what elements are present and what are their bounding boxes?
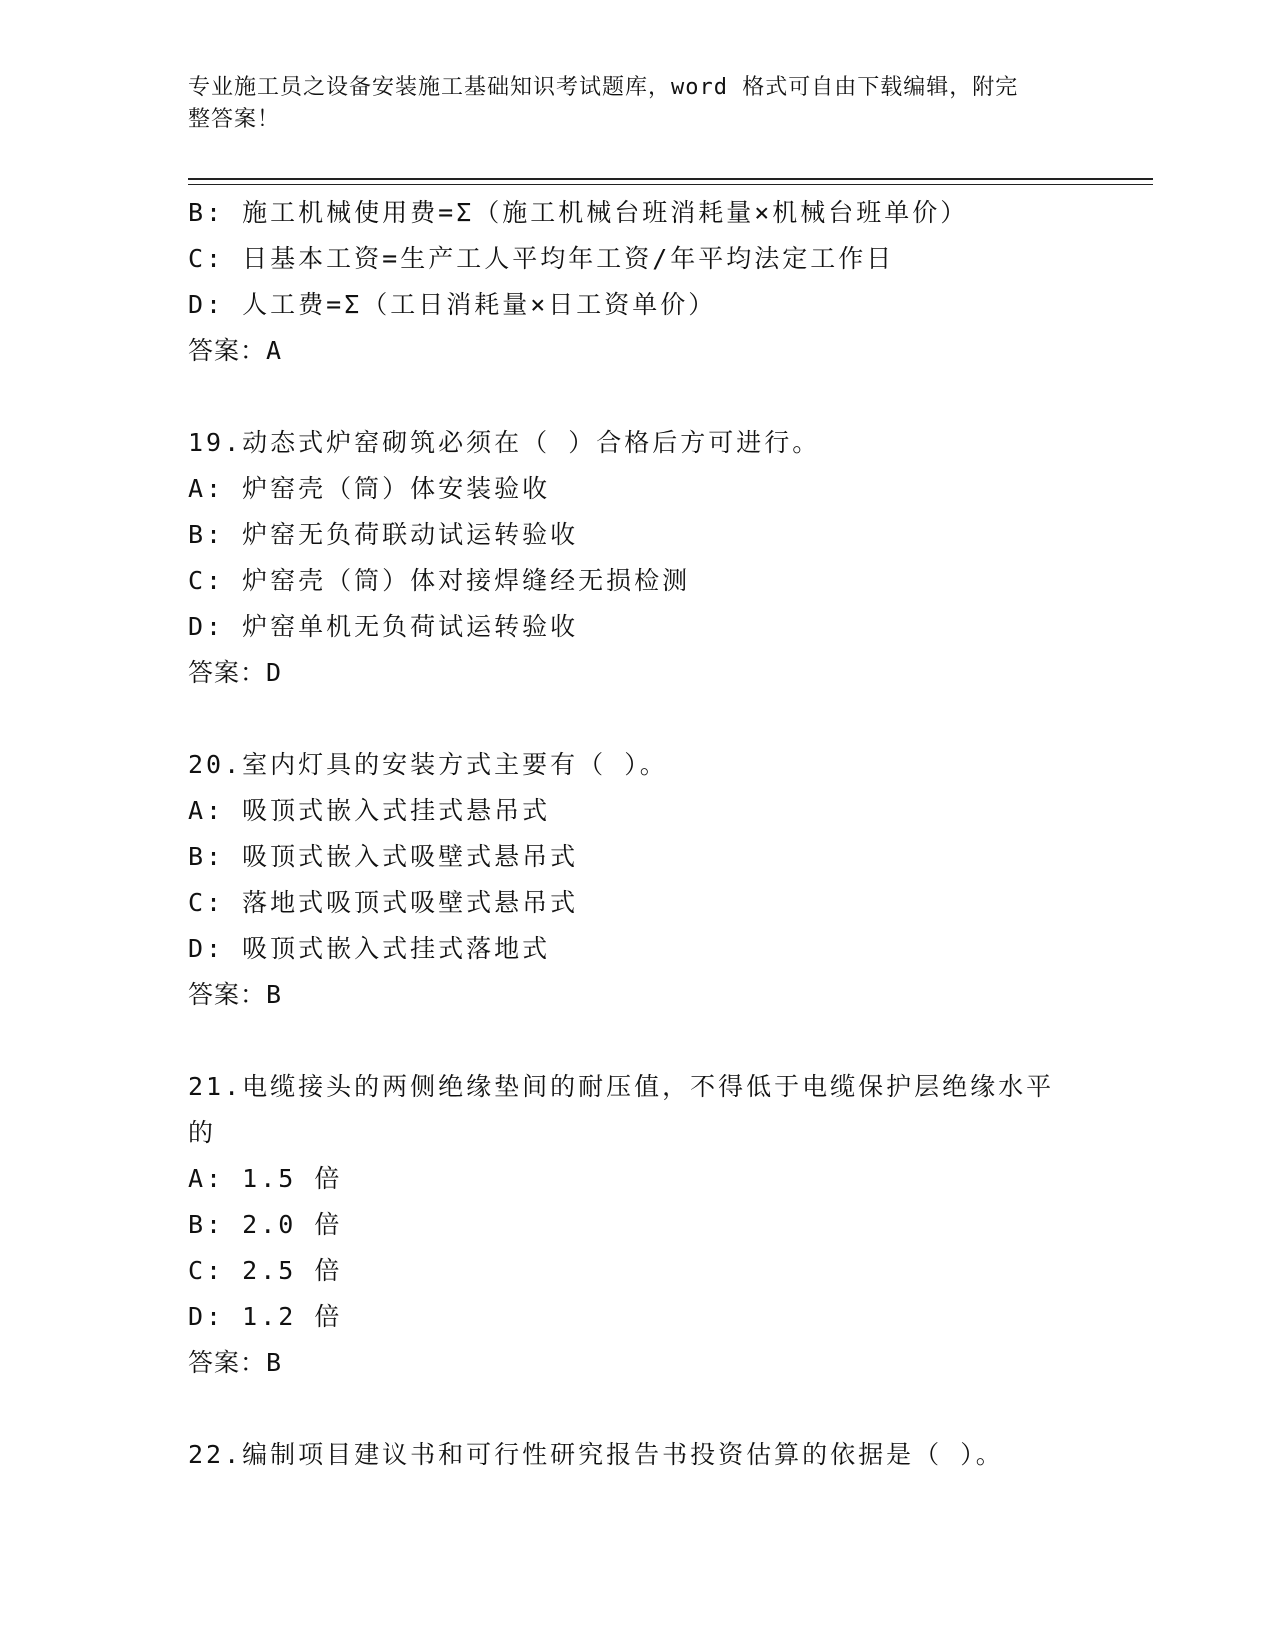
document-body — [188, 190, 1088, 1478]
question-stem: 19.动态式炉窑砌筑必须在（ ）合格后方可进行。 — [188, 428, 821, 457]
option-a: A: 吸顶式嵌入式挂式悬吊式 — [188, 796, 551, 825]
option-b: B: 吸顶式嵌入式吸壁式悬吊式 — [188, 842, 579, 871]
answer: 答案：B — [188, 980, 283, 1009]
document-header — [188, 72, 1068, 136]
question-19 — [188, 420, 1088, 696]
option-b: B: 炉窑无负荷联动试运转验收 — [188, 520, 579, 549]
option-c: C: 炉窑壳（筒）体对接焊缝经无损检测 — [188, 566, 691, 595]
option-b: B: 施工机械使用费=Σ（施工机械台班消耗量×机械台班单价） — [188, 198, 969, 227]
question-22 — [188, 1432, 1088, 1478]
option-a: A: 1.5 倍 — [188, 1164, 343, 1193]
option-d: D: 人工费=Σ（工日消耗量×日工资单价） — [188, 290, 717, 319]
option-c: C: 落地式吸顶式吸壁式悬吊式 — [188, 888, 579, 917]
question-stem-line1: 21.电缆接头的两侧绝缘垫间的耐压值，不得低于电缆保护层绝缘水平 — [188, 1072, 1055, 1101]
header-rule-thin — [188, 184, 1153, 185]
header-rule-thick — [188, 178, 1153, 180]
question-stem-line2: 的 — [188, 1118, 217, 1147]
question-21 — [188, 1064, 1088, 1386]
option-c: C: 日基本工资=生产工人平均年工资/年平均法定工作日 — [188, 244, 895, 273]
header-title-line2: 整答案！ — [188, 107, 281, 132]
question-continued — [188, 190, 1088, 374]
option-d: D: 炉窑单机无负荷试运转验收 — [188, 612, 579, 641]
option-a: A: 炉窑壳（筒）体安装验收 — [188, 474, 551, 503]
option-d: D: 1.2 倍 — [188, 1302, 343, 1331]
question-stem: 20.室内灯具的安装方式主要有（ ）。 — [188, 750, 668, 779]
option-b: B: 2.0 倍 — [188, 1210, 343, 1239]
answer: 答案：B — [188, 1348, 283, 1377]
question-20 — [188, 742, 1088, 1018]
option-c: C: 2.5 倍 — [188, 1256, 343, 1285]
header-title-line1: 专业施工员之设备安装施工基础知识考试题库，word 格式可自由下载编辑，附完 — [188, 75, 1019, 100]
option-d: D: 吸顶式嵌入式挂式落地式 — [188, 934, 551, 963]
answer: 答案：A — [188, 336, 283, 365]
question-stem: 22.编制项目建议书和可行性研究报告书投资估算的依据是（ ）。 — [188, 1440, 1004, 1469]
answer: 答案：D — [188, 658, 283, 687]
